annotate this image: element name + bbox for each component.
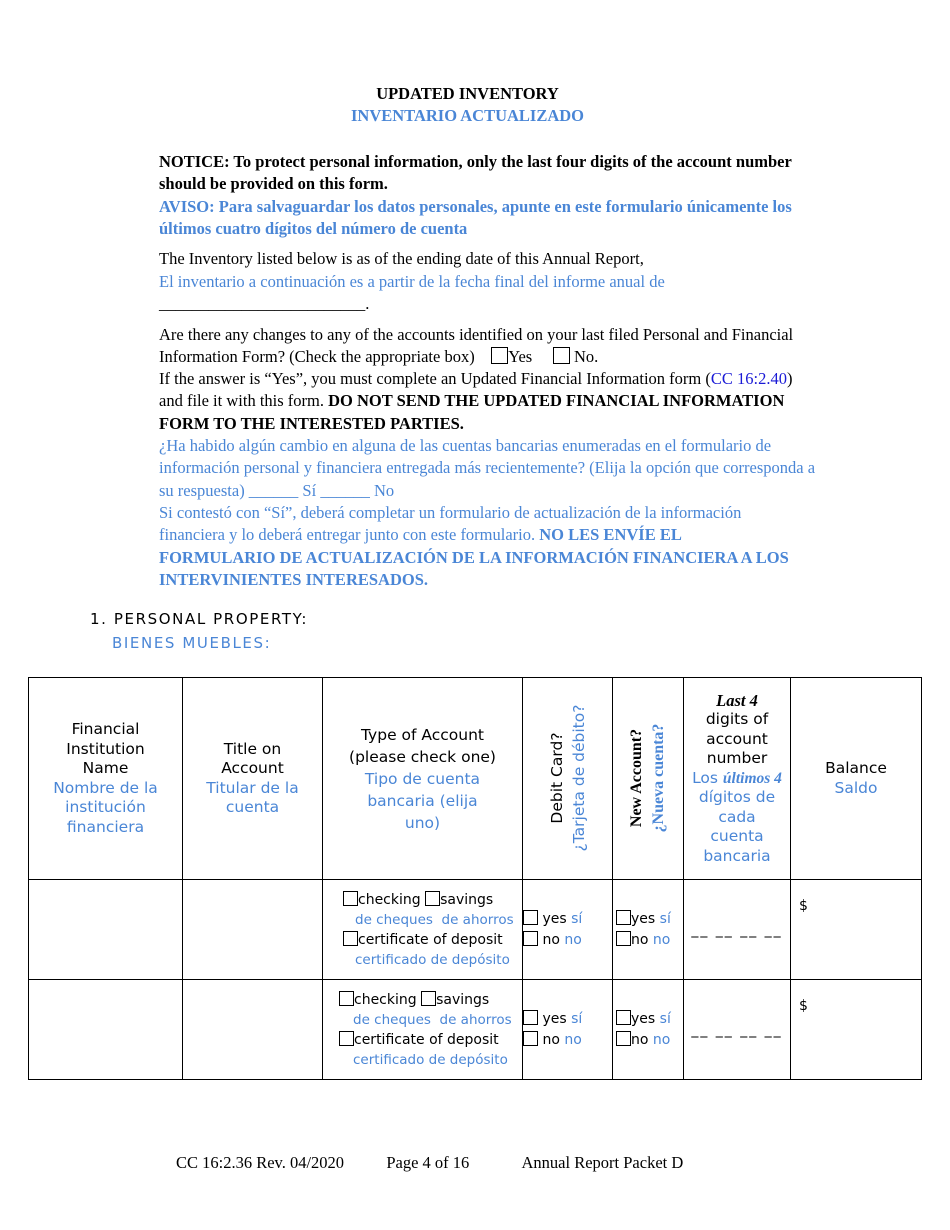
header-type bbox=[323, 678, 523, 880]
debit-no-checkbox[interactable] bbox=[523, 931, 538, 946]
checking-label: checking bbox=[354, 991, 417, 1008]
account-type-cell bbox=[323, 880, 523, 980]
institution-cell[interactable] bbox=[29, 980, 183, 1080]
new-yes-checkbox[interactable] bbox=[616, 910, 631, 925]
footer-packet-name: Annual Report Packet D bbox=[521, 1153, 684, 1172]
cd-checkbox[interactable] bbox=[343, 931, 358, 946]
changes-warning: DO NOT SEND THE UPDATED FINANCIAL INFORMATION FORM TO THE INTERESTED PARTIES. bbox=[159, 391, 785, 433]
changes-instruction-spanish-text: Si contestó con “Sí”, deberá completar un formulario de actualización de la información financiera y lo deberá entregar junto con este formulario. bbox=[159, 503, 742, 545]
cd-label-spanish: certificado de depósito bbox=[355, 951, 510, 968]
table-header-row bbox=[29, 678, 922, 880]
debit-no-label-spanish: no bbox=[564, 931, 582, 948]
debit-yes-checkbox[interactable] bbox=[523, 910, 538, 925]
inventory-date-blank[interactable]: _________________________. bbox=[159, 294, 370, 313]
table-row bbox=[29, 980, 922, 1080]
header-last4-label-spanish bbox=[684, 769, 790, 867]
header-institution-label-spanish: Nombre de la institución financiera bbox=[53, 778, 158, 836]
yes-checkbox[interactable] bbox=[491, 347, 508, 364]
header-institution-label: Financial Institution Name bbox=[66, 720, 145, 777]
new-no-checkbox[interactable] bbox=[616, 931, 631, 946]
changes-instruction-spanish bbox=[159, 502, 799, 591]
page-title: UPDATED INVENTORY bbox=[376, 84, 559, 103]
last4-blank: __ __ __ __ bbox=[691, 921, 783, 938]
header-last4-es-pre: Los bbox=[692, 768, 718, 787]
no-label: No. bbox=[573, 347, 599, 367]
header-new-account-label: New Account? bbox=[628, 728, 645, 828]
debit-no-checkbox[interactable] bbox=[523, 1031, 538, 1046]
notice-english: NOTICE: To protect personal information, only the last four digits of the account number should be provided on this form. bbox=[159, 152, 792, 194]
header-type-label-spanish: Tipo de cuenta bancaria (elija uno) bbox=[364, 769, 481, 832]
changes-instruction bbox=[159, 368, 799, 435]
header-title-label: Title on Account bbox=[221, 739, 284, 777]
header-last4 bbox=[684, 678, 791, 880]
header-last4-es-post: dígitos de cada cuenta bancaria bbox=[698, 788, 776, 865]
changes-question bbox=[159, 324, 799, 369]
last4-cell[interactable] bbox=[684, 880, 791, 980]
header-debit bbox=[523, 678, 613, 880]
no-checkbox[interactable] bbox=[553, 347, 570, 364]
changes-warning-spanish: NO LES ENVÍE EL FORMULARIO DE ACTUALIZACIÓN DE LA INFORMACIÓN FINANCIERA A LOS INTERVINIENTES INTERESADOS. bbox=[159, 525, 789, 589]
changes-instruction-pre: If the answer is “Yes”, you must complete an Updated Financial Information form ( bbox=[159, 369, 711, 388]
debit-yes-checkbox[interactable] bbox=[523, 1010, 538, 1025]
checking-checkbox[interactable] bbox=[339, 991, 354, 1006]
balance-cell[interactable] bbox=[791, 980, 922, 1080]
new-no-label-spanish: no bbox=[652, 931, 671, 948]
new-yes-checkbox[interactable] bbox=[616, 1010, 631, 1025]
new-account-cell bbox=[613, 980, 684, 1080]
inventory-date-statement: The Inventory listed below is as of the ending date of this Annual Report, bbox=[159, 249, 644, 268]
debit-no-label-spanish: no bbox=[564, 1031, 582, 1048]
header-balance-label-spanish: Saldo bbox=[834, 778, 878, 797]
yes-label: Yes bbox=[508, 347, 533, 367]
header-balance-label: Balance bbox=[825, 759, 887, 777]
inventory-table bbox=[28, 677, 922, 1080]
new-no-label: no bbox=[631, 1031, 649, 1048]
section-heading-spanish: BIENES MUEBLES: bbox=[112, 634, 272, 652]
dollar-sign: $ bbox=[799, 998, 808, 1014]
checking-label: checking bbox=[358, 891, 421, 908]
new-account-cell bbox=[613, 880, 684, 980]
debit-card-cell bbox=[523, 880, 613, 980]
checking-label-spanish: de cheques bbox=[353, 1011, 431, 1028]
cd-label: certificate of deposit bbox=[354, 1031, 499, 1048]
cd-label: certificate of deposit bbox=[358, 931, 503, 948]
new-yes-label: yes bbox=[631, 1010, 656, 1027]
new-yes-label: yes bbox=[631, 910, 656, 927]
changes-question-spanish: ¿Ha habido algún cambio en alguna de las cuentas bancarias enumeradas en el formulario de información personal y financiera entregada más recientemente? (Elija la opción que corresponda a su respuesta) ______ Sí ______ No bbox=[159, 436, 816, 500]
section-heading: 1. PERSONAL PROPERTY: bbox=[90, 610, 309, 628]
header-title bbox=[183, 678, 323, 880]
debit-no-label: no bbox=[542, 931, 560, 948]
checking-label-spanish: de cheques bbox=[355, 911, 433, 928]
savings-label-spanish: de ahorros bbox=[439, 1011, 512, 1028]
page-title-spanish: INVENTARIO ACTUALIZADO bbox=[350, 106, 585, 125]
header-last4-bold: Last 4 bbox=[716, 690, 758, 710]
debit-yes-label: yes bbox=[542, 1010, 567, 1027]
rule-link[interactable]: CC 16:2.40 bbox=[710, 369, 787, 388]
header-last4-es-em: últimos 4 bbox=[722, 769, 782, 787]
header-title-label-spanish: Titular de la cuenta bbox=[206, 778, 299, 816]
debit-card-cell bbox=[523, 980, 613, 1080]
header-new-account-label-spanish: ¿Nueva cuenta? bbox=[650, 723, 667, 833]
header-type-label: Type of Account (please check one) bbox=[349, 725, 496, 766]
new-yes-label-spanish: sí bbox=[659, 1010, 671, 1027]
title-cell[interactable] bbox=[183, 980, 323, 1080]
last4-cell[interactable] bbox=[684, 980, 791, 1080]
debit-yes-label-spanish: sí bbox=[571, 1010, 583, 1027]
checking-checkbox[interactable] bbox=[343, 891, 358, 906]
inventory-date-statement-spanish: El inventario a continuación es a partir de la fecha final del informe anual de bbox=[159, 272, 665, 291]
savings-label: savings bbox=[436, 991, 490, 1008]
account-type-cell bbox=[323, 980, 523, 1080]
dollar-sign: $ bbox=[799, 898, 808, 914]
notice-spanish: AVISO: Para salvaguardar los datos personales, apunte en este formulario únicamente los últimos cuatro dígitos del número de cuenta bbox=[159, 197, 792, 239]
title-cell[interactable] bbox=[183, 880, 323, 980]
header-last4-label: digits of account number bbox=[705, 710, 769, 768]
header-debit-label: Debit Card? bbox=[548, 732, 566, 824]
new-yes-label-spanish: sí bbox=[659, 910, 671, 927]
savings-checkbox[interactable] bbox=[421, 991, 436, 1006]
debit-yes-label: yes bbox=[542, 910, 567, 927]
changes-instruction-post: ) and file it with this form. bbox=[159, 369, 793, 411]
savings-label-spanish: de ahorros bbox=[441, 911, 514, 928]
footer-form-id: CC 16:2.36 Rev. 04/2020 bbox=[176, 1153, 345, 1172]
cd-label-spanish: certificado de depósito bbox=[353, 1051, 508, 1068]
header-institution bbox=[29, 678, 183, 880]
header-balance bbox=[791, 678, 922, 880]
header-debit-label-spanish: ¿Tarjeta de débito? bbox=[570, 704, 588, 852]
footer-page-number: Page 4 of 16 bbox=[386, 1153, 470, 1172]
savings-checkbox[interactable] bbox=[425, 891, 440, 906]
new-no-label-spanish: no bbox=[652, 1031, 671, 1048]
cd-checkbox[interactable] bbox=[339, 1031, 354, 1046]
header-new-account bbox=[613, 678, 684, 880]
new-no-label: no bbox=[631, 931, 649, 948]
balance-cell[interactable] bbox=[791, 880, 922, 980]
debit-yes-label-spanish: sí bbox=[571, 910, 583, 927]
savings-label: savings bbox=[440, 891, 494, 908]
institution-cell[interactable] bbox=[29, 880, 183, 980]
last4-blank: __ __ __ __ bbox=[691, 1021, 783, 1038]
page-footer bbox=[176, 1153, 683, 1173]
debit-no-label: no bbox=[542, 1031, 560, 1048]
changes-question-text: Are there any changes to any of the accounts identified on your last filed Personal and Financial Information Form? (Check the appropriate box) bbox=[159, 325, 794, 367]
table-row bbox=[29, 880, 922, 980]
new-no-checkbox[interactable] bbox=[616, 1031, 631, 1046]
